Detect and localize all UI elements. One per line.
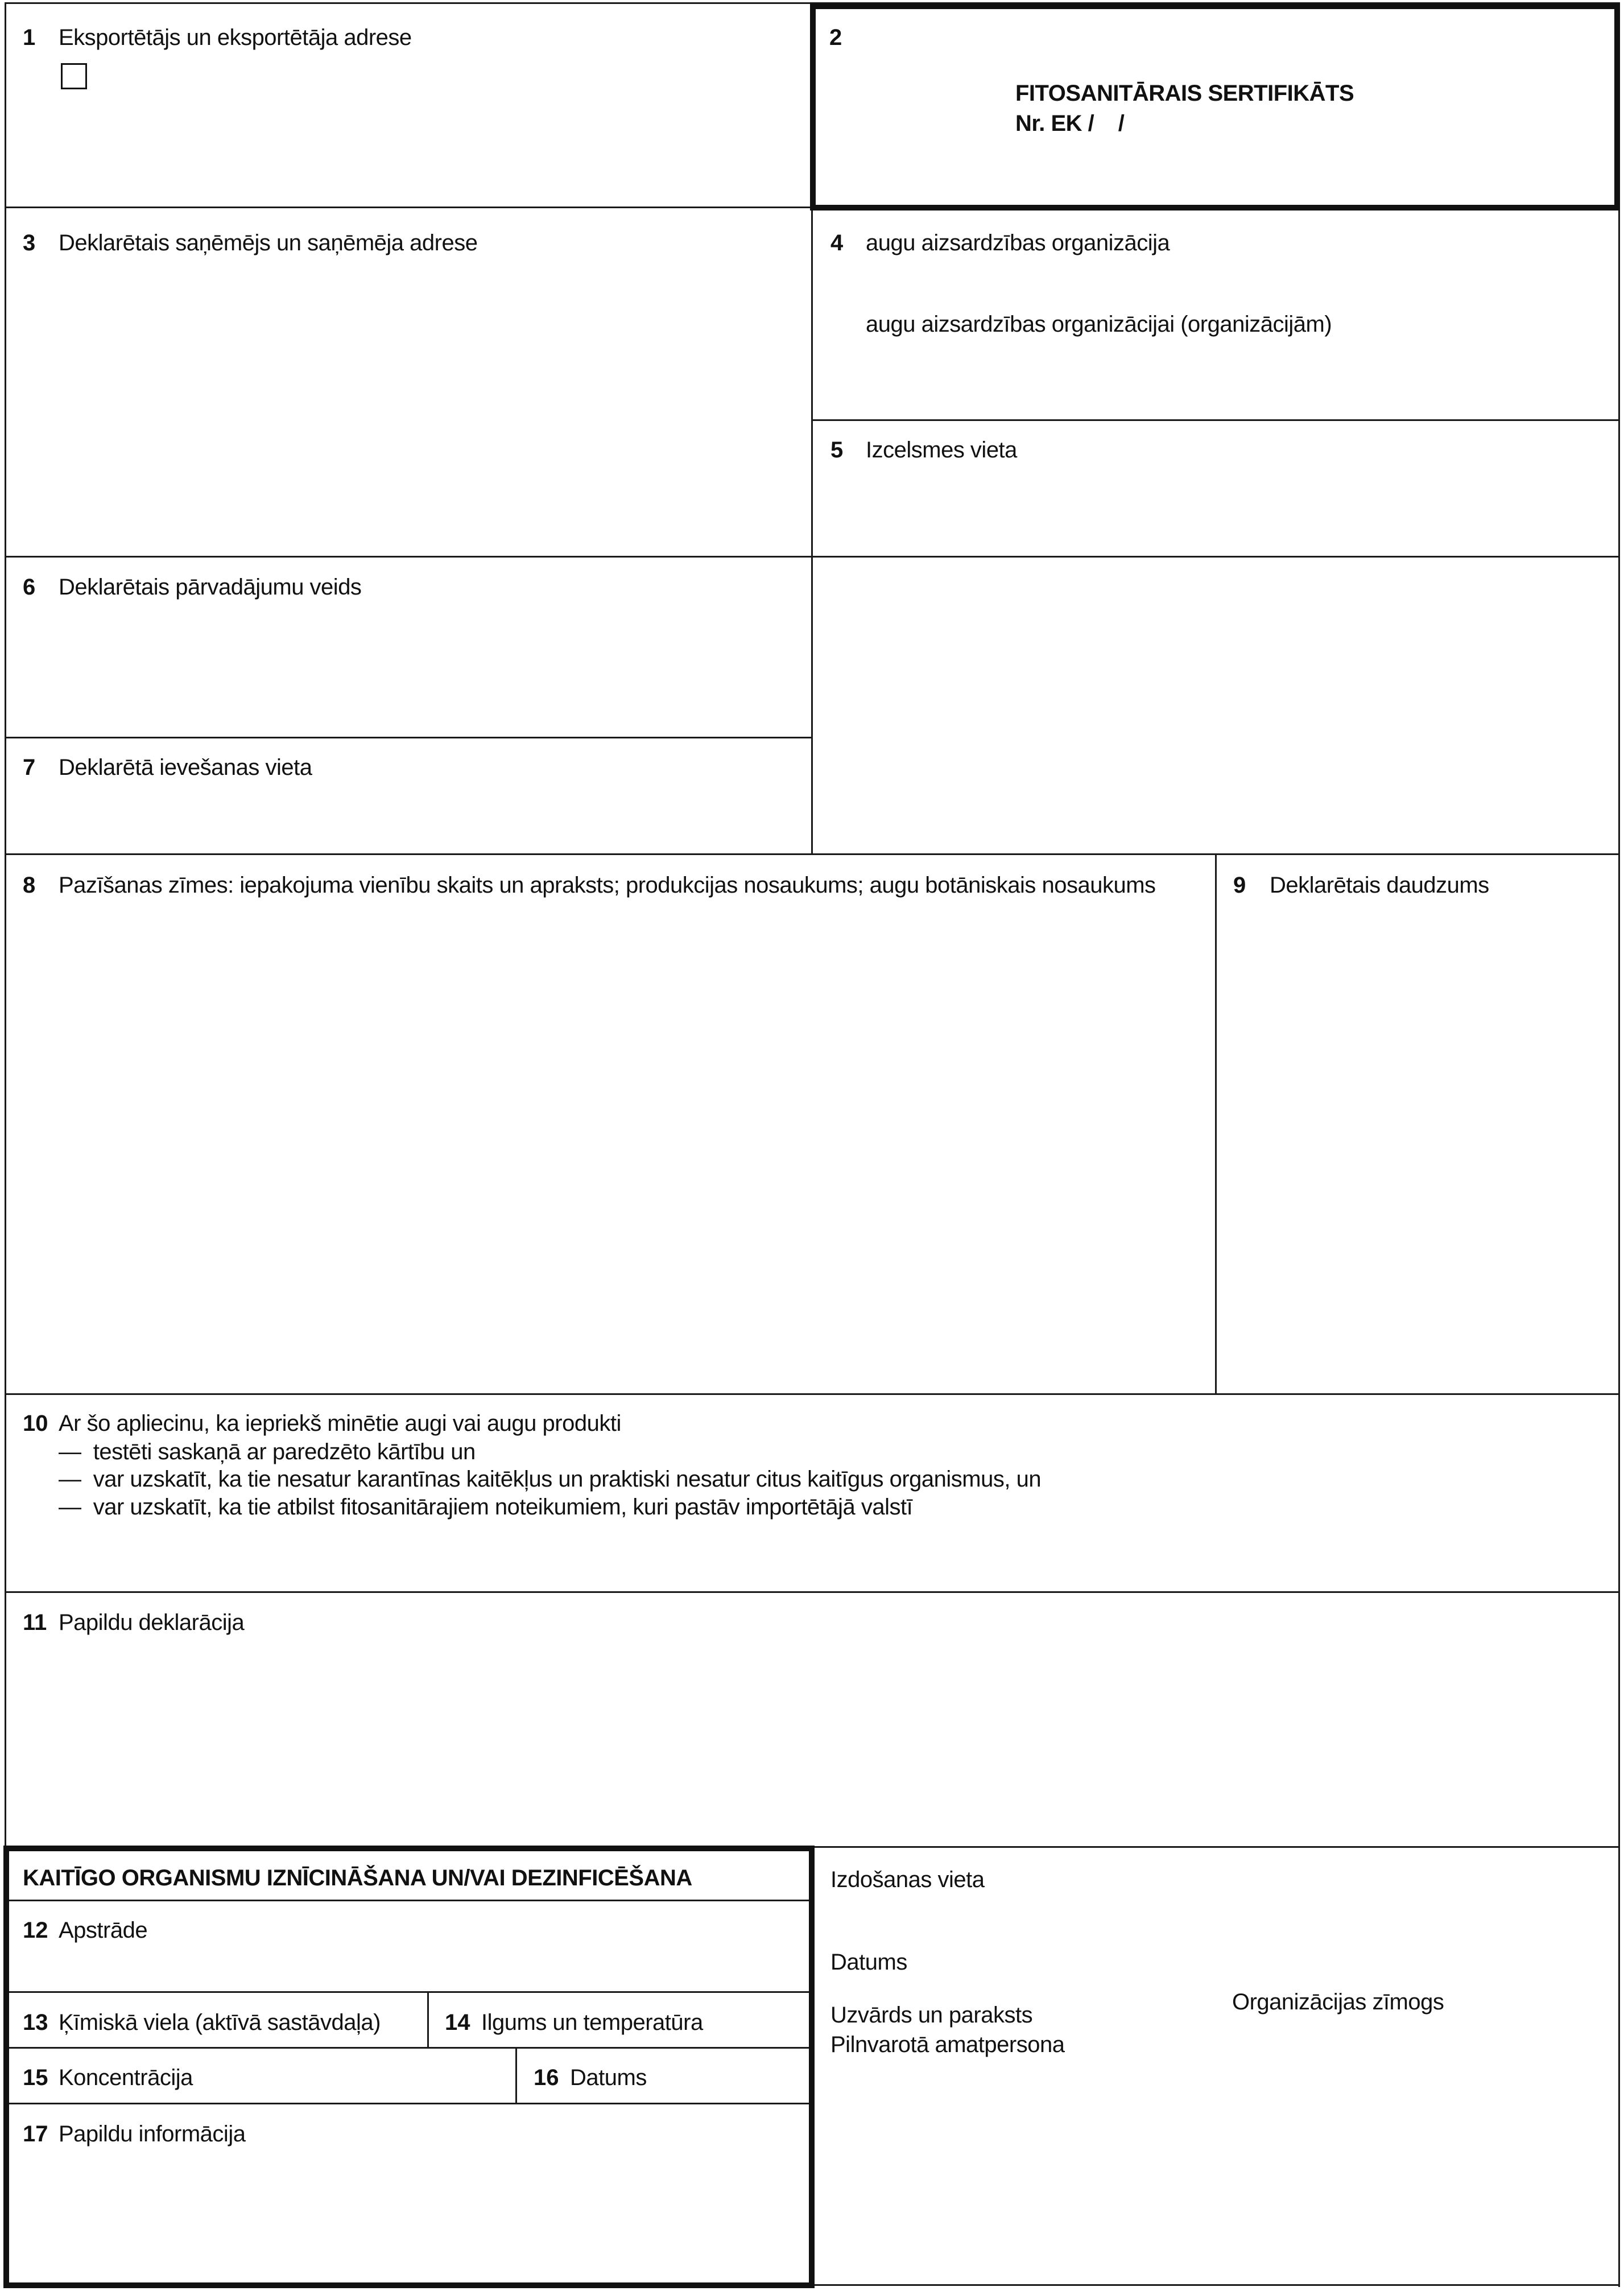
box10-item-2: — var uzskatīt, ka tie nesatur karantīnas kaitēkļus un praktiski nesatur citus kaitīgus organismus, un [59, 1467, 1042, 1492]
box6-label: Deklarētais pārvadājumu veids [59, 575, 362, 600]
box17-label: Papildu informācija [59, 2121, 246, 2146]
issue-date-label: Datums [830, 1950, 907, 1975]
box10-number: 10 [23, 1411, 48, 1436]
issue-official-label: Pilnvarotā amatpersona [830, 2032, 1065, 2057]
divider-treat-12-13 [5, 1991, 812, 1993]
box1-label: Eksportētājs un eksportētāja adrese [59, 25, 412, 50]
box9-number: 9 [1233, 873, 1246, 898]
box9-label: Deklarētais daudzums [1270, 873, 1489, 898]
box8-number: 8 [23, 873, 36, 898]
box6-number: 6 [23, 575, 36, 600]
outer-right-border [1618, 2, 1620, 2287]
treatment-heading: KAITĪGO ORGANISMU IZNĪCINĀŠANA UN/VAI DEZINFICĒŠANA [23, 1865, 692, 1890]
box10-item-3: — var uzskatīt, ka tie atbilst fitosanitārajiem noteikumiem, kuri pastāv importētājā valstī [59, 1495, 913, 1520]
divider-row-8-10 [5, 1393, 1620, 1395]
col-divider-top [811, 2, 813, 855]
box4-sublabel: augu aizsardzības organizācijai (organizācijām) [866, 312, 1332, 337]
issue-place-label: Izdošanas vieta [830, 1867, 985, 1892]
box7-label: Deklarētā ievešanas vieta [59, 755, 312, 780]
box10-label: Ar šo apliecinu, ka iepriekš minētie augi vai augu produkti [59, 1411, 621, 1436]
box16-label: Datums [570, 2065, 647, 2090]
box5-label: Izcelsmes vieta [866, 437, 1017, 463]
box1-number: 1 [23, 25, 36, 50]
certificate-number: Nr. EK / / [1015, 111, 1125, 136]
box3-number: 3 [23, 230, 36, 255]
outer-left-border [5, 2, 6, 2287]
divider-row1 [5, 207, 812, 208]
box13-label: Ķīmiskā viela (aktīvā sastāvdaļa) [59, 2010, 381, 2035]
divider-box6-7 [5, 737, 812, 738]
box13-number: 13 [23, 2010, 48, 2035]
box15-label: Koncentrācija [59, 2065, 193, 2090]
box4-label: augu aizsardzības organizācija [866, 230, 1170, 255]
col-divider-8-9 [1215, 853, 1217, 1394]
box8-label: Pazīšanas zīmes: iepakojuma vienību skaits un apraksts; produkcijas nosaukums; augu botāniskais nosaukums [59, 873, 1156, 898]
divider-treat-15-16 [515, 2047, 517, 2104]
issue-name-signature-label: Uzvārds un paraksts [830, 2003, 1033, 2028]
divider-treat-13-14 [427, 1991, 429, 2048]
divider-treat-heading [5, 1900, 812, 1901]
box4-number: 4 [830, 230, 844, 255]
certificate-title: FITOSANITĀRAIS SERTIFIKĀTS [1015, 81, 1354, 106]
divider-row-10-11 [5, 1591, 1620, 1593]
box7-number: 7 [23, 755, 36, 780]
box17-number: 17 [23, 2121, 48, 2146]
col-divider-bottom [811, 1846, 813, 2285]
divider-box4-5 [812, 419, 1620, 421]
divider-treat-13-15 [5, 2047, 812, 2049]
box1-checkbox[interactable] [61, 63, 87, 89]
box2-number: 2 [829, 25, 842, 50]
box12-label: Apstrāde [59, 1918, 148, 1943]
box3-label: Deklarētais saņēmējs un saņēmēja adrese [59, 230, 478, 255]
box10-item-1: — testēti saskaņā ar paredzēto kārtību un [59, 1439, 476, 1464]
box14-number: 14 [445, 2010, 470, 2035]
issue-stamp-label: Organizācijas zīmogs [1232, 1989, 1444, 2015]
box11-label: Papildu deklarācija [59, 1610, 245, 1635]
box16-number: 16 [534, 2065, 559, 2090]
box5-number: 5 [830, 437, 844, 463]
box14-label: Ilgums un temperatūra [481, 2010, 703, 2035]
box12-number: 12 [23, 1918, 48, 1943]
divider-treat-15-17 [5, 2103, 812, 2104]
box15-number: 15 [23, 2065, 48, 2090]
box11-number: 11 [23, 1610, 47, 1635]
